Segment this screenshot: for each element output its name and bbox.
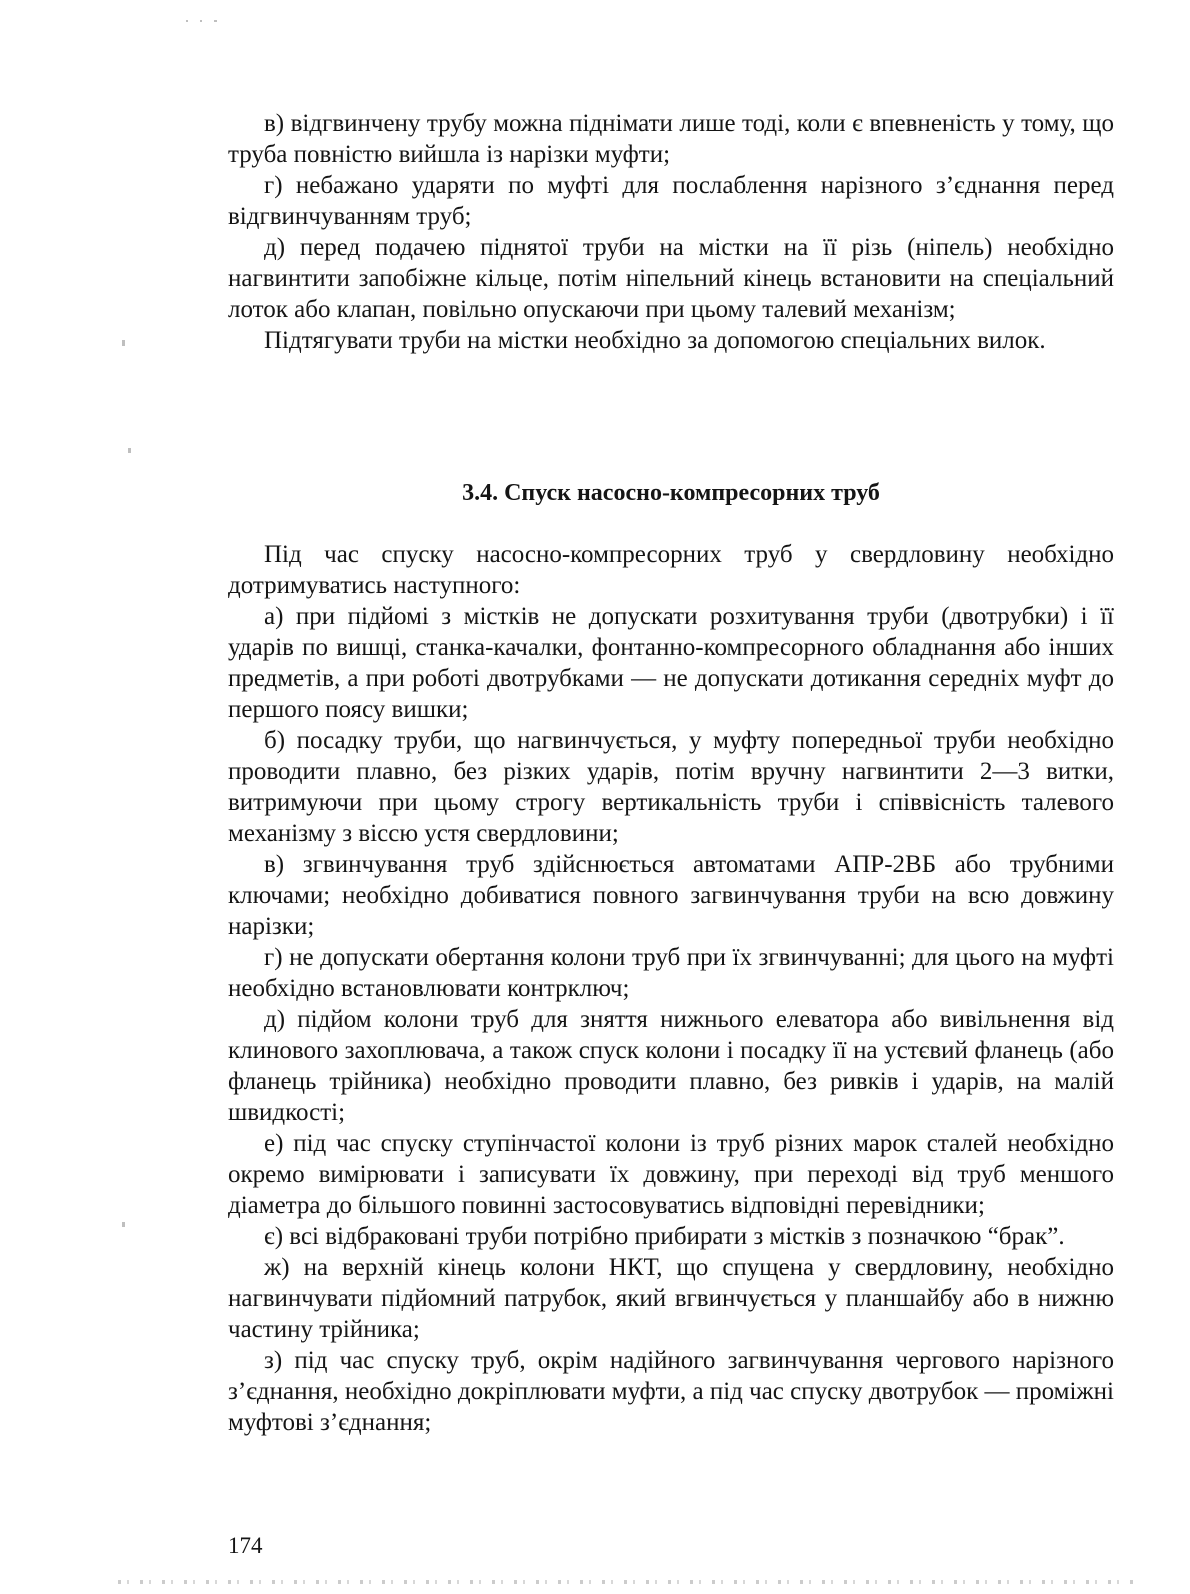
paragraph: б) посадку труби, що нагвинчується, у муфту попередньої труби необхідно проводити плавно, без різких ударів, потім вручну нагвинтити 2—3 витки, витримуючи при цьому строгу вертикальність труби і співвісність талевого механізму з віссю устя свердловини; — [228, 727, 1114, 847]
scan-artifact — [128, 448, 131, 453]
paragraph: з) під час спуску труб, окрім надійного загвинчування чергового нарізного з’єднання, необхідно докріплювати муфти, а під час спуску двотрубок — проміжні муфтові з’єднання; — [228, 1347, 1114, 1436]
paragraph: а) при підйомі з містків не допускати розхитування труби (двотрубки) і її ударів по вишці, станка-качалки, фонтанно-компресорного обладнання або інших предметів, а при роботі двотрубками — не допускати дотикання середніх муфт до першого поясу вишки; — [228, 603, 1114, 723]
paragraph: є) всі відбраковані труби потрібно прибирати з містків з позначкою “брак”. — [264, 1223, 1065, 1250]
paragraph: г) небажано ударяти по муфті для послаблення нарізного з’єднання перед відгвинчуванням труб; — [228, 172, 1114, 230]
paragraph: д) підйом колони труб для зняття нижнього елеватора або вивільнення від клинового захоплювача, а також спуск колони і посадку її на устєвий фланець (або фланець трійника) необхідно проводити плавно, без ривків і ударів, на малій швидкості; — [228, 1006, 1114, 1126]
paragraph: Підтягувати труби на містки необхідно за допомогою спеціальних вилок. — [264, 327, 1046, 354]
scan-edge-noise — [118, 1580, 1138, 1584]
paragraph: д) перед подачею піднятої труби на містки на її різь (ніпель) необхідно нагвинтити запобіжне кільце, потім ніпельний кінець встановити на спеціальний лоток або клапан, повільно опускаючи при цьому талевий механізм; — [228, 234, 1114, 323]
paragraph: ж) на верхній кінець колони НКТ, що спущена у свердловину, необхідно нагвинчувати підйомний патрубок, який вгвинчується у планшайбу або в нижню частину трійника; — [228, 1254, 1114, 1343]
paragraph: Під час спуску насосно-компресорних труб у свердловину необхідно дотримуватись наступного: — [228, 541, 1114, 599]
paragraph-block-top — [228, 108, 1114, 356]
scan-artifact — [186, 20, 188, 22]
paragraph: г) не допускати обертання колони труб при їх згвинчуванні; для цього на муфті необхідно встановлювати контрключ; — [228, 944, 1114, 1002]
paragraph: в) відгвинчену трубу можна піднімати лише тоді, коли є впевненість у тому, що труба повністю вийшла із нарізки муфти; — [228, 110, 1114, 168]
paragraph: е) під час спуску ступінчастої колони із труб різних марок сталей необхідно окремо вимірювати і записувати їх довжину, при переході від труб меншого діаметра до більшого повинні застосовуватись відповідні перевідники; — [228, 1130, 1114, 1219]
scan-artifact — [214, 20, 217, 22]
section-heading: 3.4. Спуск насосно-компресорних труб — [462, 480, 880, 506]
paragraph-block-main — [228, 539, 1114, 1438]
scan-artifact — [122, 1222, 125, 1227]
scan-artifact — [200, 20, 202, 22]
page-number: 174 — [228, 1533, 263, 1558]
scan-artifact — [122, 340, 125, 346]
paragraph: в) згвинчування труб здійснюється автоматами АПР-2ВБ або трубними ключами; необхідно добиватися повного загвинчування труби на всю довжину нарізки; — [228, 851, 1114, 940]
